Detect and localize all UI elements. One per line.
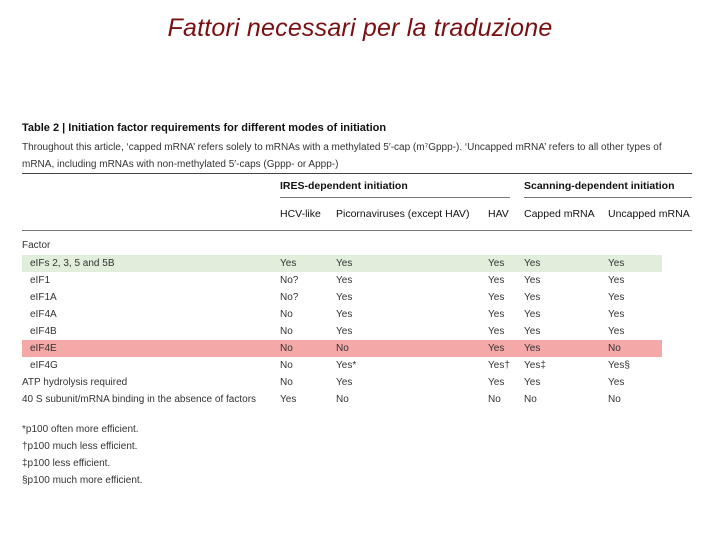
table-cell: Yes — [488, 309, 505, 320]
header-divider — [22, 230, 692, 231]
column-header-hcv: HCV-like — [280, 208, 321, 220]
table-cell: No — [488, 394, 501, 405]
column-header-capped: Capped mRNA — [524, 208, 595, 220]
table-cell: No — [608, 394, 621, 405]
caption-divider — [22, 173, 692, 174]
table-cell: Yes — [524, 377, 541, 388]
column-header-hav: HAV — [488, 208, 509, 220]
table-cell: Yes§ — [608, 360, 630, 371]
table-cell: Yes — [524, 309, 541, 320]
table-cell: Yes — [608, 292, 625, 303]
table-title: Table 2 | Initiation factor requirements for different modes of initiation — [22, 122, 387, 134]
row-label: eIF1A — [30, 292, 57, 303]
table-cell: No — [336, 343, 349, 354]
table-cell: Yes — [488, 292, 505, 303]
table-row — [22, 306, 662, 323]
slide-title: Fattori necessari per la traduzione — [167, 14, 553, 42]
table-row — [22, 272, 662, 289]
table-cell: Yes — [524, 343, 541, 354]
table-row — [22, 357, 662, 374]
table-cell: Yes* — [336, 360, 357, 371]
table-cell: Yes — [608, 275, 625, 286]
row-label: eIF4E — [30, 343, 57, 354]
table-row — [22, 323, 662, 340]
table-cell: No — [608, 343, 621, 354]
table-cell: Yes — [336, 377, 353, 388]
table-cell: No? — [280, 292, 299, 303]
row-label: eIFs 2, 3, 5 and 5B — [30, 258, 115, 269]
table-cell: Yes — [488, 326, 505, 337]
table-cell: Yes — [336, 275, 353, 286]
row-label: ATP hydrolysis required — [22, 377, 128, 388]
table-cell: Yes — [488, 377, 505, 388]
table-cell: Yes — [524, 258, 541, 269]
column-header-uncapped: Uncapped mRNA — [608, 208, 690, 220]
table-cell: Yes — [336, 326, 353, 337]
footnote: †p100 much less efficient. — [22, 441, 138, 452]
table-cell: Yes — [336, 309, 353, 320]
table-cell: No — [280, 343, 293, 354]
group-underline-scanning — [524, 197, 692, 198]
column-header-picornaviruses: Picornaviruses (except HAV) — [336, 208, 470, 220]
table-row — [22, 340, 662, 357]
table-row — [22, 255, 662, 272]
table-cell: Yes‡ — [524, 360, 546, 371]
table-cell: Yes — [524, 275, 541, 286]
group-header-ires: IRES-dependent initiation — [280, 180, 408, 192]
table-cell: Yes — [336, 258, 353, 269]
table-cell: Yes† — [488, 360, 510, 371]
table-cell: Yes — [336, 292, 353, 303]
table-cell: No — [280, 377, 293, 388]
group-underline-ires — [280, 197, 510, 198]
table-cell: Yes — [608, 326, 625, 337]
row-label: 40 S subunit/mRNA binding in the absence of factors — [22, 394, 257, 405]
row-label: eIF4B — [30, 326, 57, 337]
table-cell: Yes — [608, 258, 625, 269]
table-cell: Yes — [488, 343, 505, 354]
table-cell: Yes — [280, 258, 297, 269]
group-header-scanning: Scanning-dependent initiation — [524, 180, 675, 192]
table-cell: Yes — [280, 394, 297, 405]
footnote: §p100 much more efficient. — [22, 475, 143, 486]
factor-label: Factor — [22, 240, 51, 251]
table-cell: Yes — [608, 309, 625, 320]
row-label: eIF4G — [30, 360, 58, 371]
table-cell: Yes — [488, 258, 505, 269]
table-cell: No — [336, 394, 349, 405]
table-row — [22, 289, 662, 306]
table-row — [22, 391, 662, 408]
row-label: eIF4A — [30, 309, 57, 320]
row-label: eIF1 — [30, 275, 51, 286]
table-cell: Yes — [608, 377, 625, 388]
footnote: *p100 often more efficient. — [22, 424, 139, 435]
table-cell: Yes — [524, 326, 541, 337]
table-cell: No — [280, 360, 293, 371]
table-cell: No — [280, 326, 293, 337]
table-cell: Yes — [524, 292, 541, 303]
table-caption: Throughout this article, ‘capped mRNA’ refers solely to mRNAs with a methylated 5′-cap (m⁷Gppp-). ‘Uncapped mRNA’ refers to all other types of mRNA, including mRNAs with non-methylated 5′-caps (Gppp- or Appp-) — [22, 142, 662, 170]
table-cell: No? — [280, 275, 299, 286]
table-cell: No — [524, 394, 537, 405]
table-cell: No — [280, 309, 293, 320]
table-cell: Yes — [488, 275, 505, 286]
footnote: ‡p100 less efficient. — [22, 458, 111, 469]
table-row — [22, 374, 662, 391]
